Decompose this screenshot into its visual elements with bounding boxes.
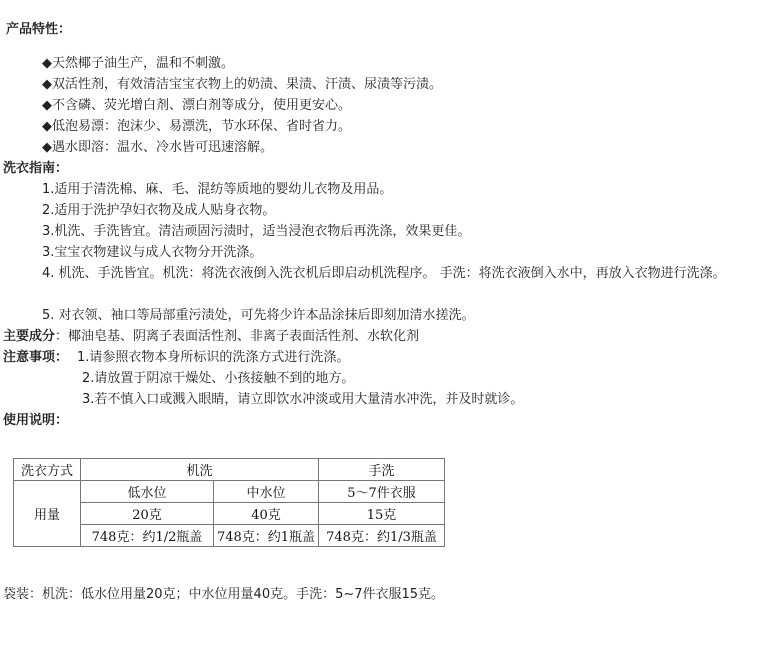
feature-item: ◆天然椰子油生产，温和不刺激。 [42,56,234,71]
cap-cell: 748克：约1/2瓶盖 [81,525,214,547]
guide-item: 2.适用于洗护孕妇衣物及成人贴身衣物。 [42,203,276,218]
amount-cell: 15克 [319,503,445,525]
table-row [14,459,445,481]
usage-heading: 使用说明： [3,413,69,428]
note-item: 2.请放置于阴凉干燥处、小孩接触不到的地方。 [82,371,355,386]
ingredients-label: 主要成分 [3,329,56,344]
amount-cell: 20克 [81,503,214,525]
level-cell: 5～7件衣服 [319,481,445,503]
feature-item: ◆不含磷、荧光增白剂、漂白剂等成分，使用更安心。 [42,98,351,113]
guide-heading: 洗衣指南： [3,161,69,176]
cap-cell: 748克：约1/3瓶盖 [319,525,445,547]
feature-item: ◆低泡易漂：泡沫少、易漂洗，节水环保、省时省力。 [42,119,351,134]
dosage-row-label: 用量 [14,481,81,547]
notes-label: 注意事项： [3,350,69,365]
table-row [14,481,445,503]
bag-note: 袋装：机洗：低水位用量20克；中水位用量40克。手洗：5~7件衣服15克。 [3,587,445,602]
note-item: 3.若不慎入口或溅入眼睛，请立即饮水冲淡或用大量清水冲洗，并及时就诊。 [82,392,524,407]
amount-cell: 40克 [214,503,319,525]
note-item: 1.请参照衣物本身所标识的洗涤方式进行洗涤。 [77,350,350,365]
guide-item: 3.宝宝衣物建议与成人衣物分开洗涤。 [42,245,263,260]
guide-item-wrapped: 4. 机洗、手洗皆宜。机洗：将洗衣液倒入洗衣机后即启动机洗程序。 手洗：将洗衣液倒入水中，再放入衣物进行洗涤。 [42,266,726,281]
level-cell: 中水位 [214,481,319,503]
hand-wash-header: 手洗 [319,459,445,481]
guide-item: 3.机洗、手洗皆宜。清洁顽固污渍时，适当浸泡衣物后再洗涤，效果更佳。 [42,224,471,239]
features-heading: 产品特性： [6,22,72,37]
feature-item: ◆双活性剂，有效清洁宝宝衣物上的奶渍、果渍、汗渍、尿渍等污渍。 [42,77,442,92]
table-corner-cell: 洗衣方式 [14,459,81,481]
cap-cell: 748克：约1瓶盖 [214,525,319,547]
usage-table [13,458,445,547]
guide-item: 5. 对衣领、袖口等局部重污渍处，可先将少许本品涂抹后即刻加清水搓洗。 [42,308,475,323]
ingredients-text: ：椰油皂基、阴离子表面活性剂、非离子表面活性剂、水软化剂 [55,329,420,344]
guide-item: 1.适用于清洗棉、麻、毛、混纺等质地的婴幼儿衣物及用品。 [42,182,393,197]
level-cell: 低水位 [81,481,214,503]
feature-item: ◆遇水即溶：温水、冷水皆可迅速溶解。 [42,140,273,155]
machine-wash-header: 机洗 [81,459,319,481]
ingredients-line [3,328,419,345]
